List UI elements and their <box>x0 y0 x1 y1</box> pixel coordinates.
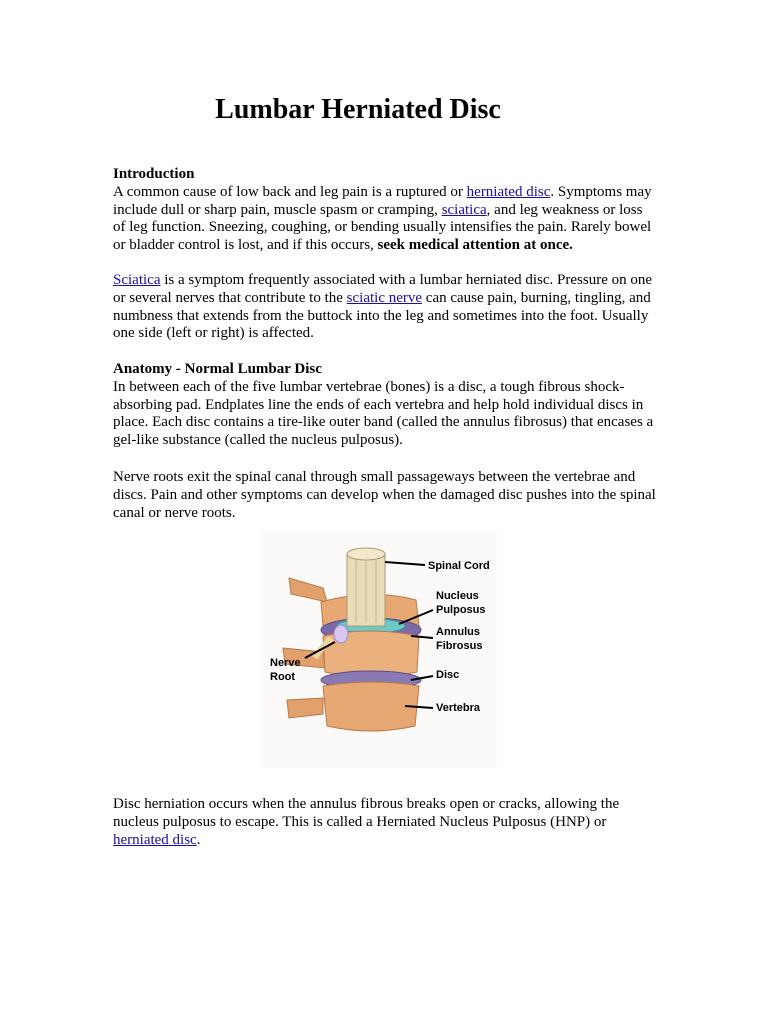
label-spinal-cord: Spinal Cord <box>428 560 490 572</box>
label-nucleus-line2: Pulposus <box>436 604 486 616</box>
sciatica-text-2: can cause pain, burning, tingling, and numbness that extends from the buttock into the leg and sometimes into the foot. Usually one side (left or right) is affected. <box>113 289 651 342</box>
herniation-text-2: . <box>196 831 201 848</box>
intro-text-1: A common cause of low back and leg pain is a ruptured or <box>113 183 467 200</box>
sciatica-title-link[interactable]: Sciatica <box>113 272 161 288</box>
herniation-paragraph <box>113 796 658 849</box>
anatomy-paragraph: In between each of the five lumbar vertebrae (bones) is a disc, a tough fibrous shock-absorbing pad. Endplates line the ends of each vertebra and help hold individual discs in place. Each disc contains a tire-like outer band (called the annulus fibrosus) that encases a gel-like substance (called the nucleus pulposus). <box>113 378 654 449</box>
label-disc: Disc <box>436 669 460 681</box>
introduction-section <box>113 166 658 255</box>
nerve-roots-section <box>113 469 658 522</box>
label-nerve-line1: Nerve <box>270 657 301 669</box>
sciatica-paragraph <box>113 272 658 343</box>
herniation-section <box>113 796 658 849</box>
page-title: Lumbar Herniated Disc <box>215 94 501 125</box>
spine-diagram <box>261 530 497 768</box>
label-nerve-line2: Root <box>270 671 296 683</box>
nerve-ganglion <box>334 625 348 643</box>
herniation-text-1: Disc herniation occurs when the annulus fibrous breaks open or cracks, allowing the nucleus pulposus to escape. This is called a Herniated Nucleus Pulposus (HNP) or <box>113 796 620 830</box>
herniated-disc-link-2[interactable]: herniated disc <box>113 831 197 848</box>
label-annulus-line1: Annulus <box>436 626 480 638</box>
label-annulus-line2: Fibrosus <box>436 640 483 652</box>
sciatica-section <box>113 272 658 343</box>
spinous-process-lower <box>287 698 323 718</box>
label-nucleus-line1: Nucleus <box>436 590 479 602</box>
intro-text-3: , and leg weakness or loss of leg function. Sneezing, coughing, or bending usually intensifies the pain. Rarely bowel or bladder control is lost, and if this occurs, <box>113 201 652 254</box>
sciatic-nerve-link[interactable]: sciatic nerve <box>346 289 423 306</box>
introduction-paragraph <box>113 184 658 255</box>
anatomy-section <box>113 361 658 450</box>
anatomy-heading: Anatomy - Normal Lumbar Disc <box>113 361 322 377</box>
intro-warning: seek medical attention at once. <box>377 237 573 254</box>
sciatica-text-1: is a symptom frequently associated with a lumbar herniated disc. Pressure on one or several nerves that contribute to the <box>113 272 653 306</box>
vertebra-lower <box>323 682 419 731</box>
introduction-heading: Introduction <box>113 166 195 182</box>
label-vertebra: Vertebra <box>436 702 481 714</box>
intro-text-2: . Symptoms may include dull or sharp pain, muscle spasm or cramping, <box>113 183 652 218</box>
nerve-roots-paragraph: Nerve roots exit the spinal canal through small passageways between the vertebrae and discs. Pain and other symptoms can develop when the damaged disc pushes into the spinal canal or nerve roots. <box>113 469 656 521</box>
sciatica-link[interactable]: sciatica <box>441 201 487 218</box>
lumbar-disc-illustration <box>261 530 497 768</box>
spinal-cord-top <box>347 548 385 560</box>
herniated-disc-link[interactable]: herniated disc <box>466 183 551 200</box>
